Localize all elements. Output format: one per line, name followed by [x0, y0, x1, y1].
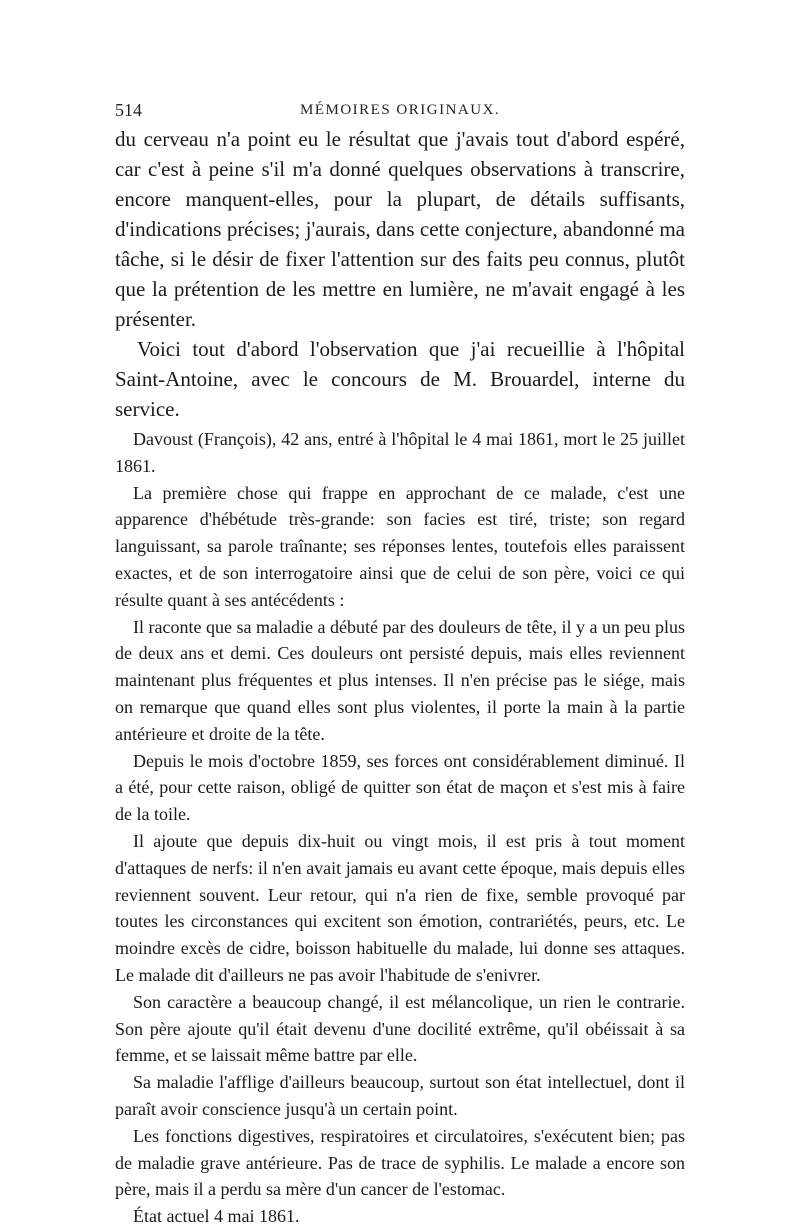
observation-paragraph: La première chose qui frappe en approchant de ce malade, c'est une apparence d'hébétude très-grande: son facies est tiré, triste; son regard languissant, sa parole traînante; ses réponses lentes, toutefois elles paraissent exactes, et de son interrogatoire ainsi que de celui de son père, voici ce qui résulte quant à ses antécédents : — [115, 482, 685, 610]
page-header — [115, 100, 685, 124]
intro-paragraph-1: du cerveau n'a point eu le résultat que j'avais tout d'abord espéré, car c'est à peine s'il m'a donné quelques observations à transcrire, encore manquent-elles, pour la plupart, de détails suffisants, d'indications précises; j'aurais, dans cette conjecture, abandonné ma tâche, si le désir de fixer l'attention sur des faits peu connus, plutôt que la prétention de les mettre en lumière, ne m'avait engagé à les présenter. — [115, 127, 685, 331]
page-number: 514 — [115, 100, 142, 120]
intro-paragraph-2: Voici tout d'abord l'observation que j'ai recueillie à l'hôpital Saint-Antoine, avec le concours de M. Brouardel, interne du service. — [115, 337, 685, 421]
observation-paragraph: Les fonctions digestives, respiratoires et circulatoires, s'exécutent bien; pas de maladie grave antérieure. Pas de trace de syphilis. Le malade a encore son père, mais il a perdu sa mère d'un cancer de l'estomac. — [115, 1125, 685, 1200]
running-head: MÉMOIRES ORIGINAUX. — [300, 102, 501, 118]
observation-paragraph: Depuis le mois d'octobre 1859, ses forces ont considérablement diminué. Il a été, pour cette raison, obligé de quitter son état de maçon et s'est mis à faire de la toile. — [115, 750, 685, 825]
observation-paragraph: Il raconte que sa maladie a débuté par des douleurs de tête, il y a un peu plus de deux ans et demi. Ces douleurs ont persisté depuis, mais elles reviennent maintenant plus fréquentes et plus intenses. Il n'en précise pas le siége, mais on remarque que quand elles sont plus violentes, il porte la main à la partie antérieure et droite de la tête. — [115, 616, 685, 744]
observation-paragraph: Sa maladie l'afflige d'ailleurs beaucoup, surtout son état intellectuel, dont il paraît avoir conscience jusqu'à un certain point. — [115, 1072, 685, 1119]
intro-section — [115, 124, 685, 424]
current-state-heading: État actuel 4 mai 1861. — [133, 1206, 300, 1227]
case-heading: Davoust (François), 42 ans, entré à l'hôpital le 4 mai 1861, mort le 25 juillet 1861. — [115, 429, 685, 476]
observation-paragraph: Il ajoute que depuis dix-huit ou vingt mois, il est pris à tout moment d'attaques de nerfs: il n'en avait jamais eu avant cette époque, mais depuis elles reviennent souvent. Leur retour, qui n'a rien de fixe, semble provoqué par toutes les circonstances qui excitent son émotion, contrariétés, peurs, etc. Le moindre excès de cidre, boisson habituelle du malade, lui donne ses attaques. Le malade dit d'ailleurs ne pas avoir l'habitude de s'enivrer. — [115, 830, 685, 985]
observation-section — [115, 426, 685, 1230]
observation-paragraph: Son caractère a beaucoup changé, il est mélancolique, un rien le contrarie. Son père ajoute qu'il était devenu d'une docilité extrême, qu'il obéissait à sa femme, et se laissait même battre par elle. — [115, 991, 685, 1066]
